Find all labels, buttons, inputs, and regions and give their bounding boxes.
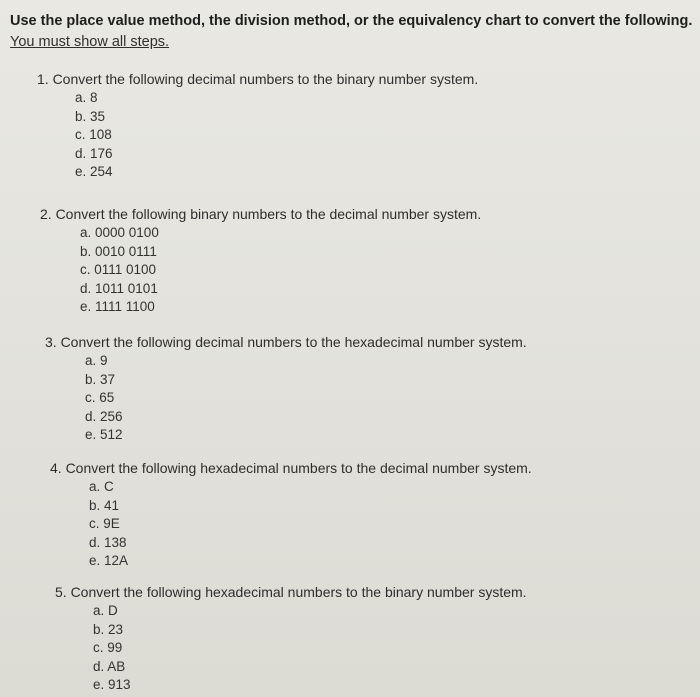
list-item: d. 176 bbox=[75, 145, 113, 161]
list-item: b. 0010 0111 bbox=[80, 243, 157, 259]
answer-list bbox=[89, 478, 532, 571]
list-item: e. 512 bbox=[85, 427, 123, 443]
question-1 bbox=[37, 71, 478, 182]
list-item: b. 41 bbox=[89, 497, 120, 513]
list-item: c. 99 bbox=[93, 640, 123, 656]
question-stem: 2. Convert the following binary numbers to the decimal number system. bbox=[40, 206, 482, 222]
list-item: d. 256 bbox=[85, 408, 123, 424]
answer-list bbox=[80, 224, 481, 317]
list-item: b. 35 bbox=[75, 108, 106, 124]
question-stem: 5. Convert the following hexadecimal numbers to the binary number system. bbox=[55, 584, 527, 600]
question-stem: 3. Convert the following decimal numbers to the hexadecimal number system. bbox=[45, 334, 527, 350]
list-item: c. 0111 0100 bbox=[80, 262, 157, 278]
list-item: e. 12A bbox=[89, 553, 129, 569]
answer-list bbox=[93, 602, 527, 695]
list-item: b. 23 bbox=[93, 621, 124, 637]
list-item: e. 913 bbox=[93, 677, 131, 693]
list-item: c. 9E bbox=[89, 516, 120, 532]
list-item: a. C bbox=[89, 479, 114, 494]
question-2 bbox=[40, 206, 481, 317]
instructions-heading: Use the place value method, the division method, or the equivalency chart to convert the following. bbox=[10, 13, 693, 29]
list-item: d. 1011 0101 bbox=[80, 280, 158, 296]
list-item: c. 65 bbox=[85, 390, 115, 406]
list-item: d. 138 bbox=[89, 534, 127, 550]
answer-list bbox=[85, 352, 527, 445]
question-3 bbox=[45, 334, 527, 445]
question-4 bbox=[50, 460, 532, 571]
list-item: a. 0000 0100 bbox=[80, 225, 159, 240]
question-5 bbox=[55, 584, 527, 695]
instructions bbox=[10, 11, 692, 53]
list-item: e. 254 bbox=[75, 164, 113, 180]
answer-list bbox=[75, 89, 478, 182]
list-item: e. 1111 1100 bbox=[80, 299, 155, 315]
instructions-subheading: You must show all steps. bbox=[10, 34, 170, 50]
list-item: b. 37 bbox=[85, 371, 116, 387]
list-item: a. 9 bbox=[85, 353, 108, 368]
list-item: d. AB bbox=[93, 658, 126, 674]
list-item: c. 108 bbox=[75, 127, 112, 143]
list-item: a. 8 bbox=[75, 90, 98, 105]
question-stem: 4. Convert the following hexadecimal numbers to the decimal number system. bbox=[50, 460, 532, 476]
question-stem: 1. Convert the following decimal numbers to the binary number system. bbox=[37, 71, 479, 87]
list-item: a. D bbox=[93, 603, 118, 618]
